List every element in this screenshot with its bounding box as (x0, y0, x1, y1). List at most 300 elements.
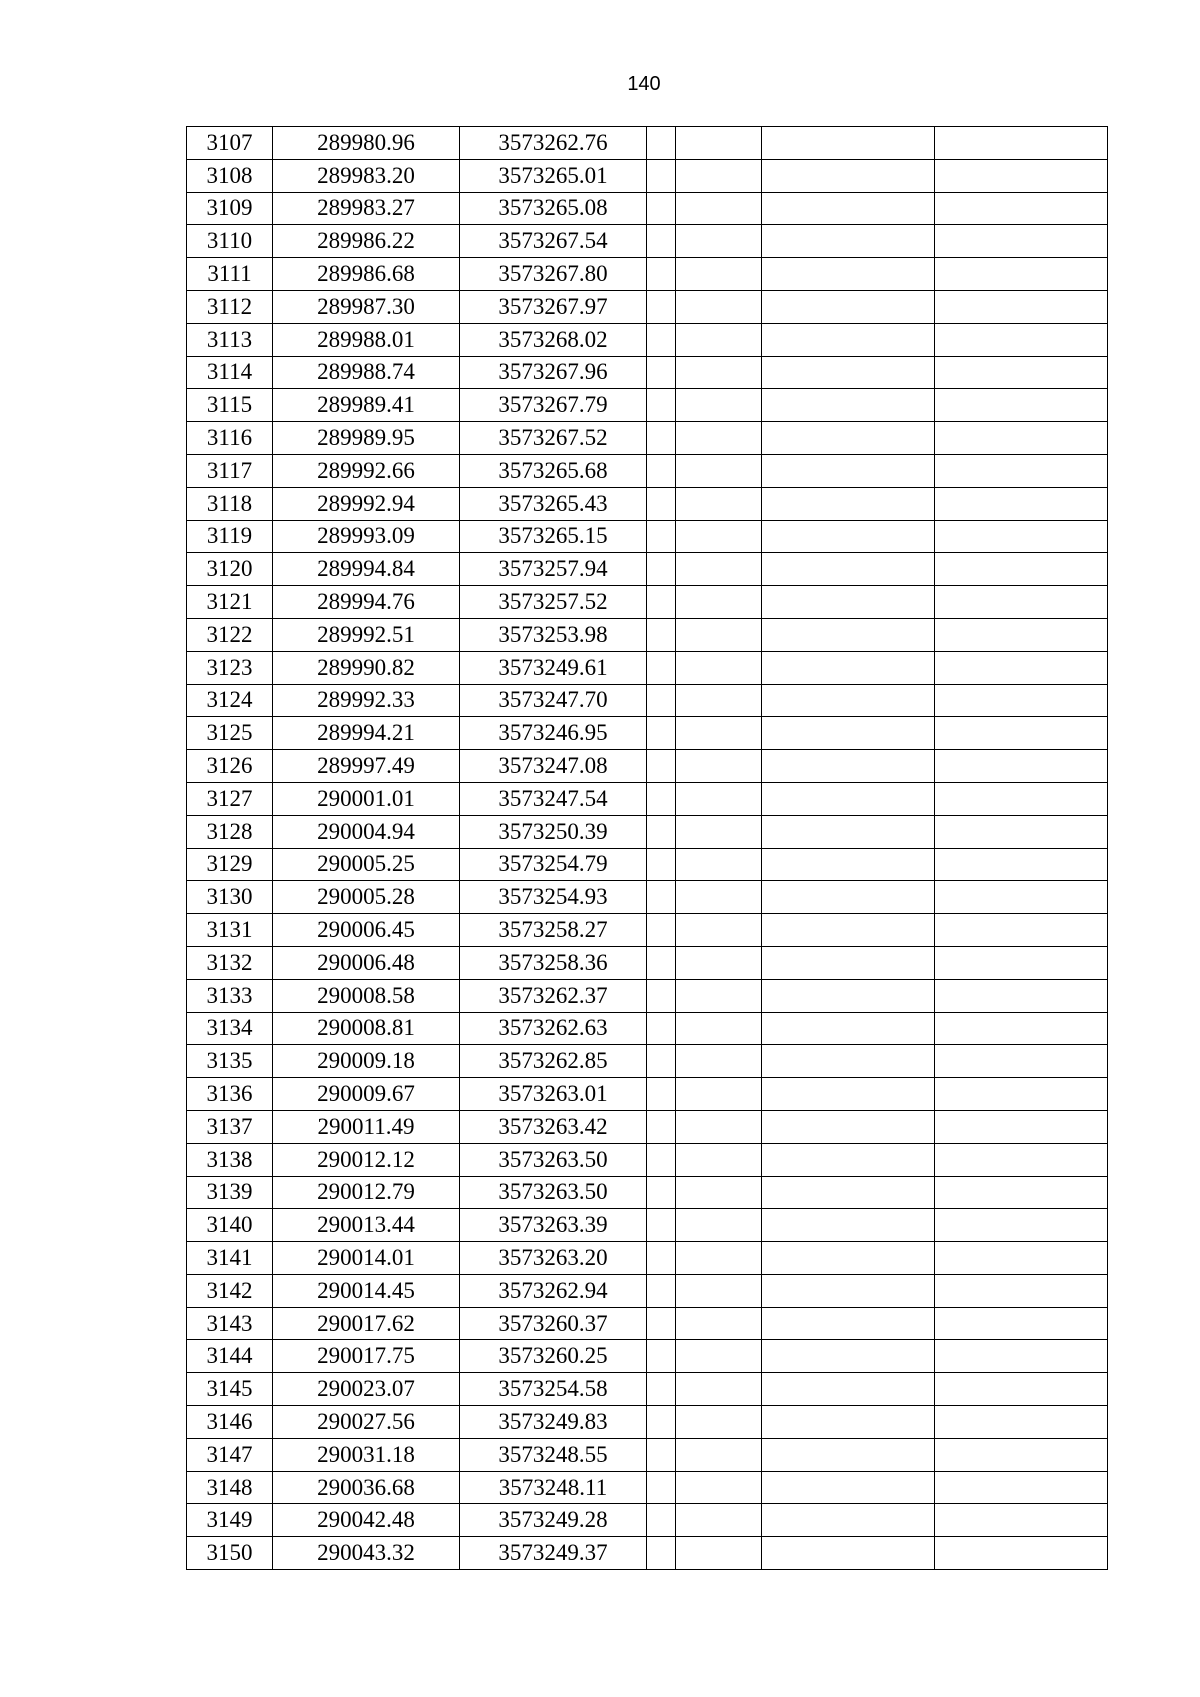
empty-cell (935, 356, 1108, 389)
empty-cell (647, 750, 676, 783)
empty-cell (647, 487, 676, 520)
x-coordinate-cell: 290005.25 (273, 848, 460, 881)
x-coordinate-cell: 289983.27 (273, 192, 460, 225)
point-id-cell: 3138 (187, 1143, 273, 1176)
empty-cell (762, 487, 935, 520)
empty-cell (935, 323, 1108, 356)
empty-cell (676, 1176, 762, 1209)
empty-cell (676, 422, 762, 455)
empty-cell (676, 1471, 762, 1504)
table-row (187, 815, 1108, 848)
empty-cell (676, 586, 762, 619)
coordinates-table (186, 126, 1108, 1570)
empty-cell (935, 750, 1108, 783)
y-coordinate-cell: 3573267.52 (460, 422, 647, 455)
empty-cell (647, 1242, 676, 1275)
y-coordinate-cell: 3573254.93 (460, 881, 647, 914)
empty-cell (676, 553, 762, 586)
x-coordinate-cell: 289992.51 (273, 618, 460, 651)
point-id-cell: 3112 (187, 290, 273, 323)
point-id-cell: 3125 (187, 717, 273, 750)
empty-cell (647, 848, 676, 881)
point-id-cell: 3149 (187, 1504, 273, 1537)
table-row (187, 225, 1108, 258)
empty-cell (647, 1110, 676, 1143)
x-coordinate-cell: 289988.01 (273, 323, 460, 356)
y-coordinate-cell: 3573248.11 (460, 1471, 647, 1504)
empty-cell (676, 1373, 762, 1406)
point-id-cell: 3126 (187, 750, 273, 783)
table-row (187, 1373, 1108, 1406)
table-row (187, 782, 1108, 815)
table-row (187, 487, 1108, 520)
empty-cell (762, 323, 935, 356)
empty-cell (935, 454, 1108, 487)
empty-cell (935, 881, 1108, 914)
empty-cell (647, 225, 676, 258)
empty-cell (935, 1176, 1108, 1209)
empty-cell (676, 848, 762, 881)
empty-cell (676, 1406, 762, 1439)
x-coordinate-cell: 290009.67 (273, 1078, 460, 1111)
empty-cell (676, 356, 762, 389)
y-coordinate-cell: 3573247.08 (460, 750, 647, 783)
point-id-cell: 3120 (187, 553, 273, 586)
x-coordinate-cell: 290005.28 (273, 881, 460, 914)
table-row (187, 1242, 1108, 1275)
table-row (187, 750, 1108, 783)
point-id-cell: 3140 (187, 1209, 273, 1242)
empty-cell (647, 192, 676, 225)
empty-cell (935, 225, 1108, 258)
empty-cell (647, 1537, 676, 1570)
point-id-cell: 3144 (187, 1340, 273, 1373)
point-id-cell: 3136 (187, 1078, 273, 1111)
empty-cell (935, 1209, 1108, 1242)
empty-cell (762, 848, 935, 881)
empty-cell (676, 1537, 762, 1570)
empty-cell (935, 192, 1108, 225)
point-id-cell: 3110 (187, 225, 273, 258)
point-id-cell: 3109 (187, 192, 273, 225)
x-coordinate-cell: 290006.45 (273, 914, 460, 947)
x-coordinate-cell: 290012.79 (273, 1176, 460, 1209)
table-row (187, 454, 1108, 487)
empty-cell (762, 422, 935, 455)
empty-cell (762, 1012, 935, 1045)
x-coordinate-cell: 290013.44 (273, 1209, 460, 1242)
empty-cell (762, 258, 935, 291)
y-coordinate-cell: 3573247.54 (460, 782, 647, 815)
empty-cell (647, 159, 676, 192)
y-coordinate-cell: 3573249.83 (460, 1406, 647, 1439)
y-coordinate-cell: 3573265.15 (460, 520, 647, 553)
empty-cell (676, 979, 762, 1012)
empty-cell (935, 815, 1108, 848)
empty-cell (676, 454, 762, 487)
y-coordinate-cell: 3573265.08 (460, 192, 647, 225)
y-coordinate-cell: 3573249.37 (460, 1537, 647, 1570)
x-coordinate-cell: 290004.94 (273, 815, 460, 848)
empty-cell (647, 1209, 676, 1242)
empty-cell (935, 1143, 1108, 1176)
empty-cell (935, 914, 1108, 947)
y-coordinate-cell: 3573262.63 (460, 1012, 647, 1045)
empty-cell (935, 1537, 1108, 1570)
x-coordinate-cell: 289993.09 (273, 520, 460, 553)
x-coordinate-cell: 290031.18 (273, 1438, 460, 1471)
empty-cell (762, 159, 935, 192)
empty-cell (762, 1504, 935, 1537)
y-coordinate-cell: 3573267.80 (460, 258, 647, 291)
x-coordinate-cell: 289986.68 (273, 258, 460, 291)
empty-cell (647, 290, 676, 323)
table-row (187, 1078, 1108, 1111)
table-row (187, 258, 1108, 291)
empty-cell (762, 1307, 935, 1340)
empty-cell (647, 127, 676, 160)
empty-cell (647, 1471, 676, 1504)
x-coordinate-cell: 289986.22 (273, 225, 460, 258)
empty-cell (762, 946, 935, 979)
empty-cell (676, 487, 762, 520)
empty-cell (762, 1143, 935, 1176)
point-id-cell: 3137 (187, 1110, 273, 1143)
empty-cell (676, 1143, 762, 1176)
empty-cell (676, 1242, 762, 1275)
point-id-cell: 3107 (187, 127, 273, 160)
y-coordinate-cell: 3573257.52 (460, 586, 647, 619)
y-coordinate-cell: 3573248.55 (460, 1438, 647, 1471)
x-coordinate-cell: 290008.81 (273, 1012, 460, 1045)
y-coordinate-cell: 3573260.37 (460, 1307, 647, 1340)
empty-cell (647, 1143, 676, 1176)
table-row (187, 290, 1108, 323)
y-coordinate-cell: 3573250.39 (460, 815, 647, 848)
empty-cell (935, 389, 1108, 422)
empty-cell (676, 323, 762, 356)
y-coordinate-cell: 3573263.39 (460, 1209, 647, 1242)
empty-cell (935, 258, 1108, 291)
point-id-cell: 3118 (187, 487, 273, 520)
empty-cell (935, 1438, 1108, 1471)
x-coordinate-cell: 289992.94 (273, 487, 460, 520)
empty-cell (647, 1274, 676, 1307)
x-coordinate-cell: 289989.95 (273, 422, 460, 455)
point-id-cell: 3129 (187, 848, 273, 881)
y-coordinate-cell: 3573265.01 (460, 159, 647, 192)
empty-cell (935, 979, 1108, 1012)
empty-cell (935, 422, 1108, 455)
empty-cell (762, 750, 935, 783)
empty-cell (676, 1078, 762, 1111)
point-id-cell: 3121 (187, 586, 273, 619)
empty-cell (647, 520, 676, 553)
empty-cell (762, 1537, 935, 1570)
x-coordinate-cell: 289994.76 (273, 586, 460, 619)
empty-cell (935, 1373, 1108, 1406)
point-id-cell: 3108 (187, 159, 273, 192)
empty-cell (935, 1110, 1108, 1143)
empty-cell (676, 815, 762, 848)
y-coordinate-cell: 3573262.94 (460, 1274, 647, 1307)
table-row (187, 586, 1108, 619)
table-row (187, 684, 1108, 717)
table-row (187, 1438, 1108, 1471)
y-coordinate-cell: 3573267.96 (460, 356, 647, 389)
empty-cell (762, 1242, 935, 1275)
empty-cell (647, 422, 676, 455)
empty-cell (762, 454, 935, 487)
table-row (187, 848, 1108, 881)
empty-cell (647, 1307, 676, 1340)
empty-cell (647, 1176, 676, 1209)
x-coordinate-cell: 290042.48 (273, 1504, 460, 1537)
x-coordinate-cell: 289987.30 (273, 290, 460, 323)
empty-cell (762, 1110, 935, 1143)
x-coordinate-cell: 290014.01 (273, 1242, 460, 1275)
y-coordinate-cell: 3573247.70 (460, 684, 647, 717)
empty-cell (647, 1045, 676, 1078)
empty-cell (647, 782, 676, 815)
empty-cell (676, 1274, 762, 1307)
y-coordinate-cell: 3573249.61 (460, 651, 647, 684)
empty-cell (647, 1012, 676, 1045)
point-id-cell: 3115 (187, 389, 273, 422)
empty-cell (762, 684, 935, 717)
point-id-cell: 3130 (187, 881, 273, 914)
x-coordinate-cell: 290006.48 (273, 946, 460, 979)
empty-cell (676, 1209, 762, 1242)
table-row (187, 717, 1108, 750)
empty-cell (762, 651, 935, 684)
table-row (187, 422, 1108, 455)
empty-cell (676, 225, 762, 258)
empty-cell (762, 815, 935, 848)
empty-cell (935, 1307, 1108, 1340)
empty-cell (762, 717, 935, 750)
empty-cell (762, 914, 935, 947)
table-row (187, 1012, 1108, 1045)
empty-cell (676, 1307, 762, 1340)
x-coordinate-cell: 290017.62 (273, 1307, 460, 1340)
empty-cell (762, 586, 935, 619)
empty-cell (762, 1045, 935, 1078)
empty-cell (762, 881, 935, 914)
table-row (187, 127, 1108, 160)
empty-cell (676, 192, 762, 225)
y-coordinate-cell: 3573267.54 (460, 225, 647, 258)
y-coordinate-cell: 3573265.68 (460, 454, 647, 487)
empty-cell (762, 1176, 935, 1209)
empty-cell (935, 1274, 1108, 1307)
y-coordinate-cell: 3573249.28 (460, 1504, 647, 1537)
empty-cell (647, 1406, 676, 1439)
x-coordinate-cell: 290001.01 (273, 782, 460, 815)
x-coordinate-cell: 289994.84 (273, 553, 460, 586)
y-coordinate-cell: 3573267.97 (460, 290, 647, 323)
empty-cell (676, 946, 762, 979)
empty-cell (676, 159, 762, 192)
empty-cell (935, 553, 1108, 586)
empty-cell (676, 520, 762, 553)
y-coordinate-cell: 3573263.20 (460, 1242, 647, 1275)
point-id-cell: 3150 (187, 1537, 273, 1570)
y-coordinate-cell: 3573246.95 (460, 717, 647, 750)
empty-cell (762, 782, 935, 815)
table-row (187, 979, 1108, 1012)
table-row (187, 1504, 1108, 1537)
empty-cell (762, 389, 935, 422)
point-id-cell: 3132 (187, 946, 273, 979)
empty-cell (762, 553, 935, 586)
y-coordinate-cell: 3573267.79 (460, 389, 647, 422)
point-id-cell: 3143 (187, 1307, 273, 1340)
empty-cell (762, 127, 935, 160)
x-coordinate-cell: 289990.82 (273, 651, 460, 684)
point-id-cell: 3122 (187, 618, 273, 651)
empty-cell (676, 782, 762, 815)
empty-cell (647, 389, 676, 422)
empty-cell (762, 1340, 935, 1373)
empty-cell (647, 618, 676, 651)
empty-cell (647, 1438, 676, 1471)
empty-cell (676, 618, 762, 651)
point-id-cell: 3146 (187, 1406, 273, 1439)
point-id-cell: 3123 (187, 651, 273, 684)
x-coordinate-cell: 290027.56 (273, 1406, 460, 1439)
table-row (187, 1045, 1108, 1078)
empty-cell (647, 1373, 676, 1406)
empty-cell (935, 618, 1108, 651)
table-row (187, 159, 1108, 192)
empty-cell (935, 1471, 1108, 1504)
empty-cell (676, 717, 762, 750)
empty-cell (762, 1438, 935, 1471)
y-coordinate-cell: 3573253.98 (460, 618, 647, 651)
x-coordinate-cell: 290036.68 (273, 1471, 460, 1504)
y-coordinate-cell: 3573254.79 (460, 848, 647, 881)
empty-cell (647, 651, 676, 684)
empty-cell (762, 1078, 935, 1111)
empty-cell (647, 1504, 676, 1537)
table-row (187, 1340, 1108, 1373)
y-coordinate-cell: 3573257.94 (460, 553, 647, 586)
y-coordinate-cell: 3573263.50 (460, 1143, 647, 1176)
x-coordinate-cell: 290012.12 (273, 1143, 460, 1176)
y-coordinate-cell: 3573263.50 (460, 1176, 647, 1209)
empty-cell (647, 946, 676, 979)
y-coordinate-cell: 3573254.58 (460, 1373, 647, 1406)
y-coordinate-cell: 3573263.01 (460, 1078, 647, 1111)
empty-cell (647, 553, 676, 586)
empty-cell (676, 881, 762, 914)
empty-cell (935, 1504, 1108, 1537)
empty-cell (935, 848, 1108, 881)
empty-cell (676, 1110, 762, 1143)
point-id-cell: 3141 (187, 1242, 273, 1275)
y-coordinate-cell: 3573263.42 (460, 1110, 647, 1143)
empty-cell (676, 1340, 762, 1373)
table-row (187, 618, 1108, 651)
empty-cell (676, 290, 762, 323)
empty-cell (762, 1471, 935, 1504)
empty-cell (935, 290, 1108, 323)
empty-cell (676, 127, 762, 160)
empty-cell (647, 356, 676, 389)
x-coordinate-cell: 289989.41 (273, 389, 460, 422)
empty-cell (935, 520, 1108, 553)
x-coordinate-cell: 289992.33 (273, 684, 460, 717)
point-id-cell: 3114 (187, 356, 273, 389)
empty-cell (676, 258, 762, 291)
point-id-cell: 3148 (187, 1471, 273, 1504)
empty-cell (935, 487, 1108, 520)
empty-cell (647, 815, 676, 848)
y-coordinate-cell: 3573262.37 (460, 979, 647, 1012)
table-row (187, 323, 1108, 356)
empty-cell (935, 782, 1108, 815)
table-row (187, 1143, 1108, 1176)
empty-cell (935, 127, 1108, 160)
page-number: 140 (627, 73, 661, 95)
point-id-cell: 3117 (187, 454, 273, 487)
point-id-cell: 3127 (187, 782, 273, 815)
y-coordinate-cell: 3573262.85 (460, 1045, 647, 1078)
x-coordinate-cell: 289994.21 (273, 717, 460, 750)
point-id-cell: 3111 (187, 258, 273, 291)
x-coordinate-cell: 290011.49 (273, 1110, 460, 1143)
x-coordinate-cell: 290014.45 (273, 1274, 460, 1307)
table-row (187, 946, 1108, 979)
coordinates-table-body (187, 127, 1108, 1570)
point-id-cell: 3139 (187, 1176, 273, 1209)
x-coordinate-cell: 289988.74 (273, 356, 460, 389)
table-row (187, 1406, 1108, 1439)
empty-cell (647, 881, 676, 914)
empty-cell (676, 1438, 762, 1471)
empty-cell (647, 454, 676, 487)
table-row (187, 520, 1108, 553)
x-coordinate-cell: 290043.32 (273, 1537, 460, 1570)
point-id-cell: 3124 (187, 684, 273, 717)
empty-cell (676, 750, 762, 783)
empty-cell (935, 1242, 1108, 1275)
empty-cell (935, 946, 1108, 979)
y-coordinate-cell: 3573268.02 (460, 323, 647, 356)
point-id-cell: 3147 (187, 1438, 273, 1471)
empty-cell (935, 1012, 1108, 1045)
empty-cell (762, 979, 935, 1012)
table-row (187, 1274, 1108, 1307)
table-row (187, 914, 1108, 947)
table-row (187, 881, 1108, 914)
empty-cell (676, 684, 762, 717)
point-id-cell: 3113 (187, 323, 273, 356)
table-row (187, 389, 1108, 422)
empty-cell (676, 1012, 762, 1045)
empty-cell (762, 192, 935, 225)
x-coordinate-cell: 290008.58 (273, 979, 460, 1012)
x-coordinate-cell: 290023.07 (273, 1373, 460, 1406)
point-id-cell: 3134 (187, 1012, 273, 1045)
y-coordinate-cell: 3573262.76 (460, 127, 647, 160)
empty-cell (935, 1340, 1108, 1373)
table-row (187, 1110, 1108, 1143)
empty-cell (676, 389, 762, 422)
x-coordinate-cell: 289980.96 (273, 127, 460, 160)
empty-cell (647, 979, 676, 1012)
